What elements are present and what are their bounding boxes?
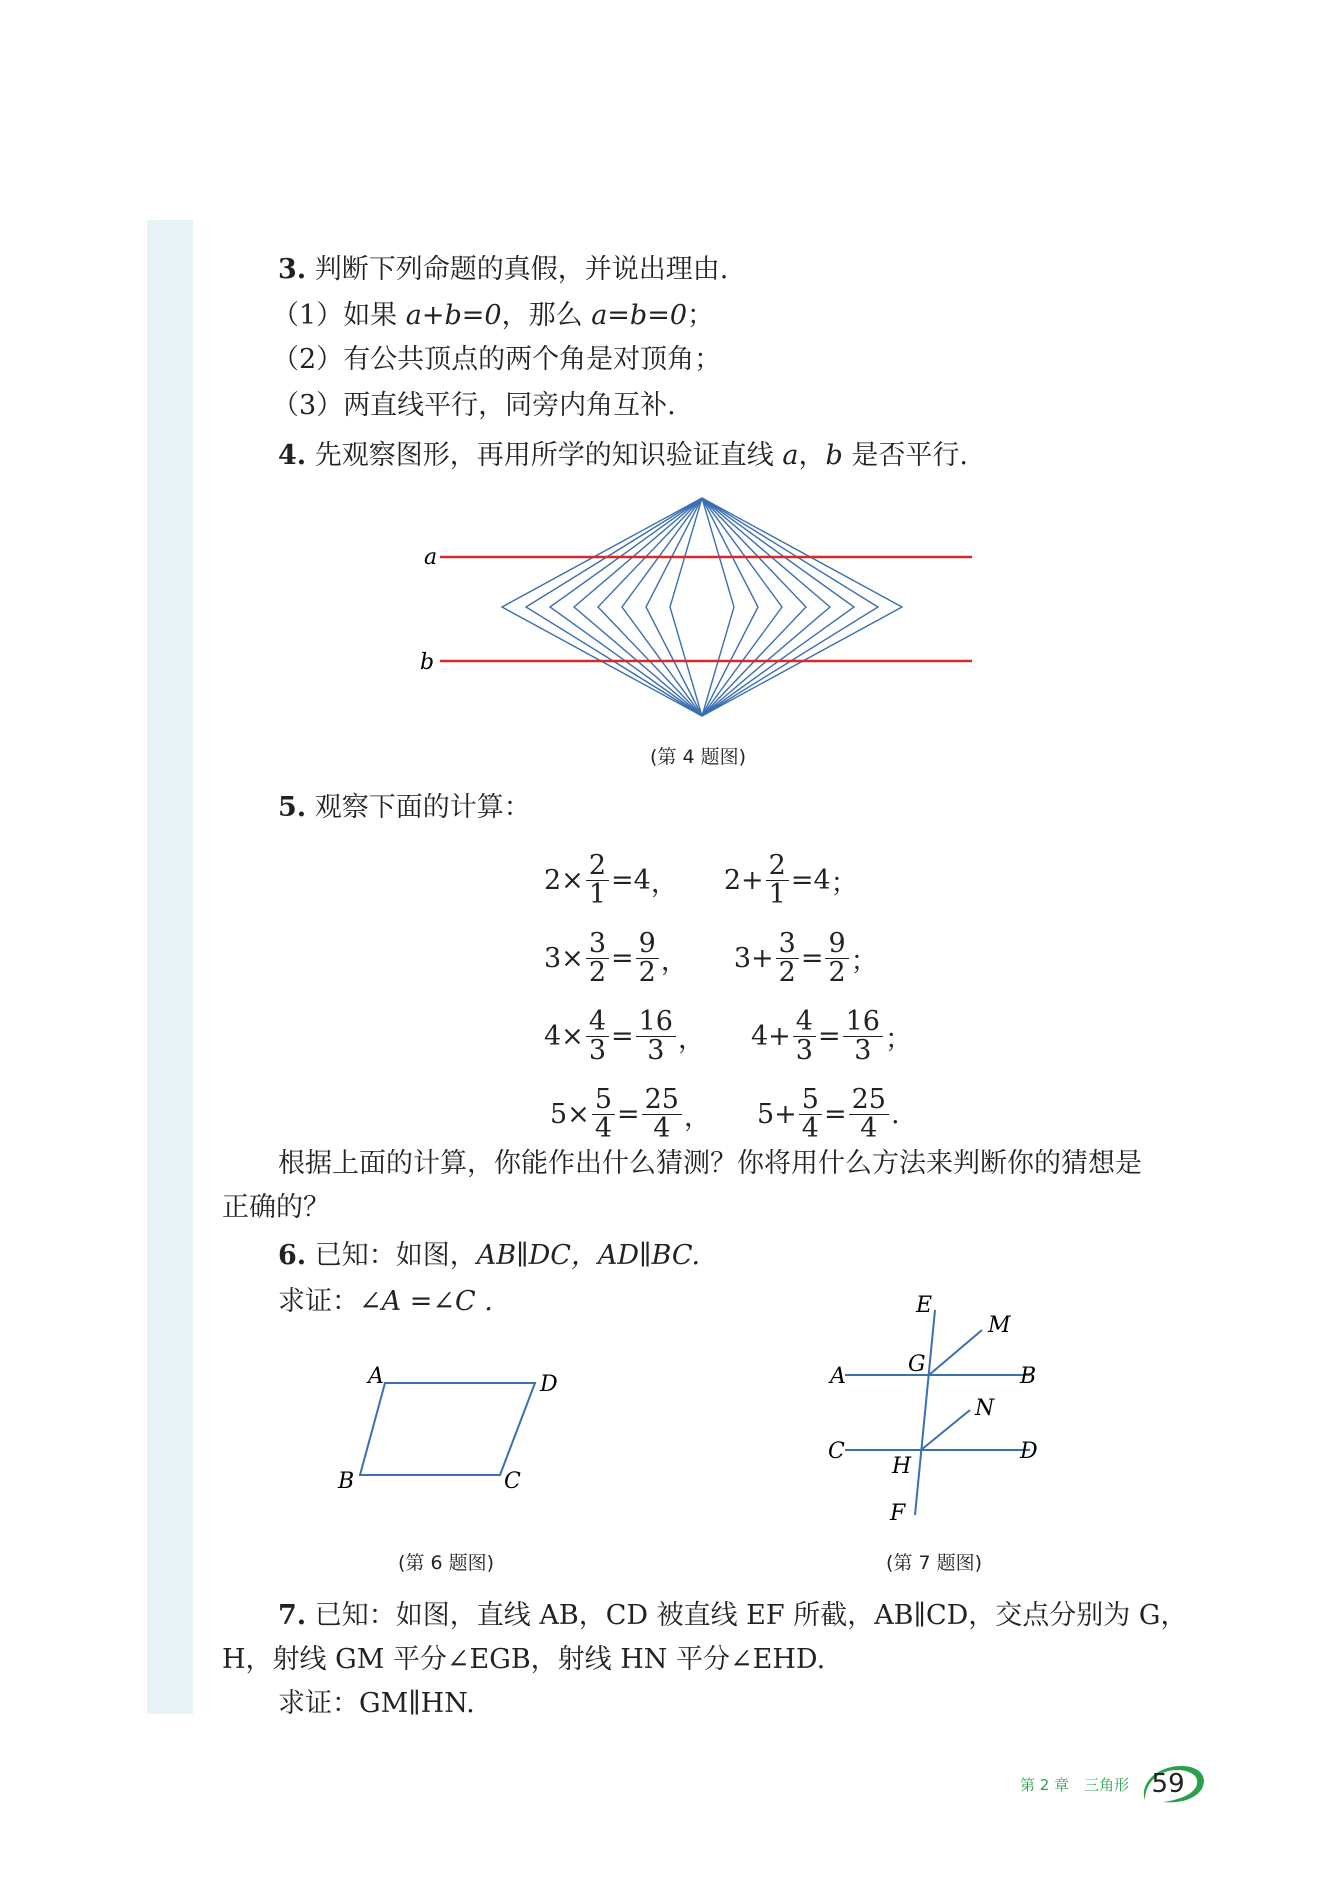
figure-4-ray (622, 498, 702, 716)
point-N: N (975, 1396, 995, 1421)
point-M: M (988, 1313, 1011, 1338)
figure-4-ray (702, 498, 758, 716)
problem-3-item-2: （2）有公共顶点的两个角是对顶角； (272, 344, 722, 375)
point-B: B (1020, 1364, 1037, 1389)
label-a: a (424, 545, 438, 570)
fraction: $\frac{5}{4}$ (799, 1086, 822, 1143)
figure-4-ray (702, 498, 854, 716)
point-A: A (368, 1365, 384, 1389)
fraction: $\frac{9}{2}$ (636, 930, 659, 987)
page-footer (1020, 1760, 1207, 1808)
fraction: $\frac{3}{2}$ (776, 930, 799, 987)
fraction: $\frac{9}{2}$ (825, 930, 848, 987)
point-C: C (504, 1469, 521, 1494)
figure-4-ray (526, 498, 702, 716)
problem-3-item-1: （1）如果 a+b=0，那么 a=b=0； (272, 300, 714, 331)
figure-7 (820, 1290, 1060, 1530)
ray-GM (929, 1330, 982, 1375)
problem-3-item-3: （3）两直线平行，同旁内角互补. (272, 390, 676, 421)
parallelogram (360, 1383, 535, 1475)
problem-7-prove: 求证：GM∥HN. (278, 1688, 475, 1719)
fraction: $\frac{25}{4}$ (849, 1086, 889, 1143)
figure-4-ray (702, 498, 830, 716)
problem-5-heading: 5. 观察下面的计算： (278, 792, 531, 823)
point-G: G (908, 1352, 926, 1377)
equation-row: 5× $\frac{5}{4}$ = $\frac{25}{4}$ ， 5+ $\frac{5}{4}$ = $\frac{25}{4}$ . (550, 1083, 900, 1144)
problem-3-heading (278, 252, 728, 288)
problem-5-question-1: 根据上面的计算，你能作出什么猜测？你将用什么方法来判断你的猜想是 (278, 1148, 1142, 1179)
figure-4 (410, 490, 990, 730)
figure-7-caption: (第 7 题图) (886, 1552, 982, 1574)
page-number: 59 (1151, 1769, 1185, 1799)
figure-4-ray (550, 498, 702, 716)
figure-6 (330, 1365, 570, 1505)
margin-sidebar (147, 220, 193, 1714)
fraction: $\frac{2}{1}$ (766, 852, 789, 909)
equation-row: 3× $\frac{3}{2}$ = $\frac{9}{2}$ ， 3+ $\frac{3}{2}$ = $\frac{9}{2}$ ； (544, 927, 878, 988)
point-D: D (1020, 1439, 1038, 1464)
equation-row: 4× $\frac{4}{3}$ = $\frac{16}{3}$ ， 4+ $\frac{4}{3}$ = $\frac{16}{3}$ ； (544, 1005, 912, 1066)
problem-5-question-2: 正确的？ (222, 1192, 330, 1223)
point-D: D (540, 1372, 558, 1397)
fraction: $\frac{4}{3}$ (793, 1008, 816, 1065)
fraction: $\frac{3}{2}$ (586, 930, 609, 987)
point-C: C (828, 1439, 845, 1464)
fraction: $\frac{25}{4}$ (642, 1086, 682, 1143)
problem-3-text: 判断下列命题的真假，并说出理由. (306, 254, 729, 285)
fraction: $\frac{16}{3}$ (843, 1008, 883, 1065)
problem-3-number: 3. (278, 254, 307, 285)
chapter-label: 第 2 章 三角形 (1020, 1775, 1130, 1794)
figure-4-ray (646, 498, 702, 716)
ray-HN (921, 1410, 970, 1450)
fraction: $\frac{2}{1}$ (586, 852, 609, 909)
problem-4-heading: 4. 先观察图形，再用所学的知识验证直线 a，b 是否平行. (278, 440, 968, 471)
figure-4-ray (670, 498, 702, 716)
figure-4-ray (702, 498, 734, 716)
page-number-badge (1137, 1762, 1207, 1806)
point-F: F (890, 1501, 906, 1526)
point-B: B (338, 1469, 355, 1494)
fraction: $\frac{5}{4}$ (592, 1086, 615, 1143)
figure-4-ray (702, 498, 878, 716)
equation-row: 2× $\frac{2}{1}$ = 4 ， 2+ $\frac{2}{1}$ = 4 ； (544, 849, 858, 910)
label-b: b (420, 650, 435, 675)
figure-4-ray (702, 498, 902, 716)
problem-7-given-2: H，射线 GM 平分∠EGB，射线 HN 平分∠EHD. (222, 1644, 826, 1675)
figure-4-rays (502, 498, 902, 716)
point-A: A (830, 1364, 846, 1389)
figure-6-caption: (第 6 题图) (398, 1552, 494, 1574)
figure-4-ray (702, 498, 782, 716)
problem-6-prove: 求证：∠A =∠C . (278, 1286, 493, 1317)
point-H: H (892, 1454, 912, 1479)
figure-4-caption: (第 4 题图) (650, 746, 746, 768)
figure-4-ray (574, 498, 702, 716)
figure-4-ray (502, 498, 702, 716)
fraction: $\frac{16}{3}$ (636, 1008, 676, 1065)
point-E: E (916, 1293, 933, 1318)
problem-6-given: 6. 已知：如图，AB∥DC，AD∥BC. (278, 1240, 701, 1271)
problem-7-given-1: 7. 已知：如图，直线 AB，CD 被直线 EF 所截，AB∥CD，交点分别为 G， (278, 1600, 1188, 1631)
line-EF (915, 1310, 935, 1515)
fraction: $\frac{4}{3}$ (586, 1008, 609, 1065)
